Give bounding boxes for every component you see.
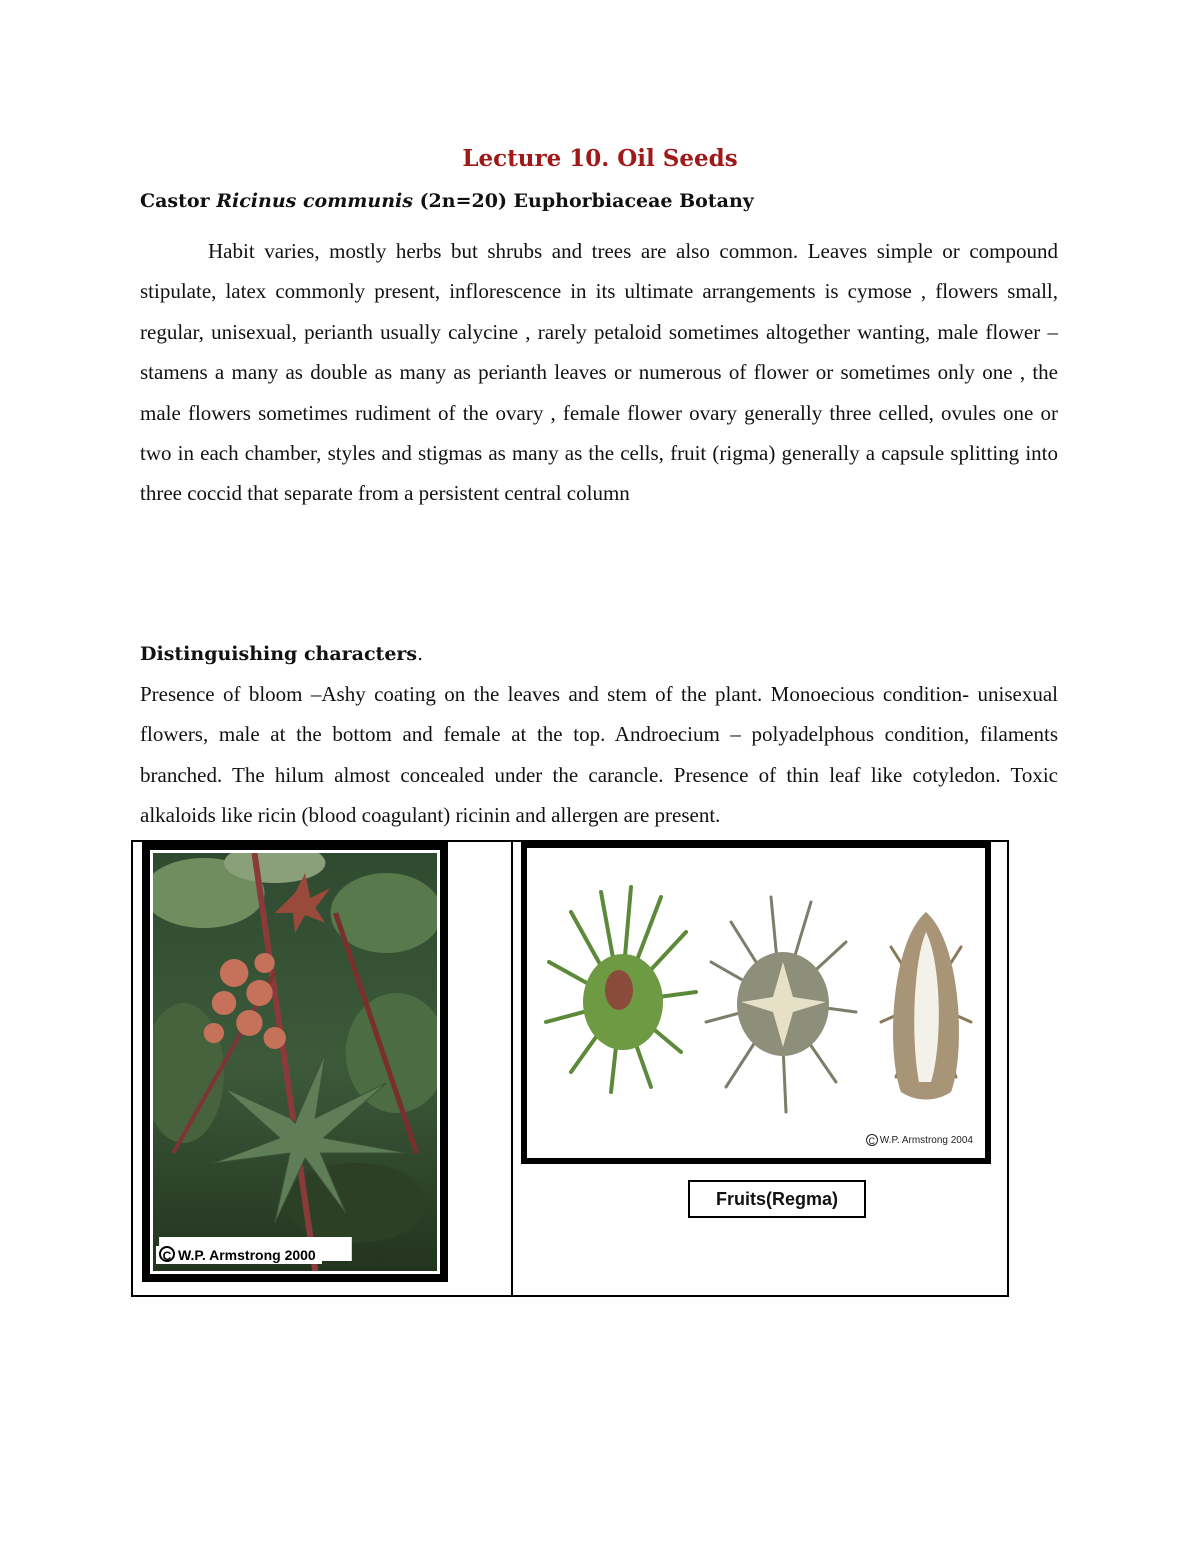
plant-photo-credit-text: W.P. Armstrong 2000 (178, 1247, 316, 1263)
distinguishing-heading (140, 639, 423, 669)
fruit-photo-credit-text: W.P. Armstrong 2004 (879, 1135, 973, 1146)
castor-plant-image (153, 853, 437, 1271)
species-name: Ricinus communis (216, 190, 413, 212)
plant-photo-credit (156, 1246, 322, 1264)
botany-paragraph: Habit varies, mostly herbs but shrubs and trees are also common. Leaves simple or compound stipulate, latex commonly present, inflorescence in its ultimate arrangements is cymose , flowers small, regular, unisexual, perianth usually calycine , rarely petaloid sometimes altogether wanting, male flower –stamens a many as double as many as perianth leaves or numerous of flower or sometimes only one , the male flowers sometimes rudiment of the ovary , female flower ovary generally three celled, ovules one or two in each chamber, styles and stigmas as many as the cells, fruit (rigma) generally a capsule splitting into three coccid that separate from a persistent central column (140, 239, 1058, 506)
subtitle-prefix: Castor (140, 190, 217, 212)
castor-plant-photo (142, 842, 448, 1282)
castor-fruit-photo (521, 842, 991, 1164)
castor-fruit-image (531, 852, 981, 1154)
figure-table-divider (511, 840, 513, 1297)
heading-period: . (417, 643, 424, 665)
castor-plant-photo-frame (150, 850, 440, 1274)
crop-subtitle (140, 186, 754, 216)
copyright-icon: C (159, 1246, 175, 1262)
copyright-icon: C (866, 1134, 878, 1146)
distinguishing-paragraph: Presence of bloom –Ashy coating on the leaves and stem of the plant. Monoecious condition- unisexual flowers, male at the bottom and female at the top. Androecium – polyadelphous condition, filaments branched. The hilum almost concealed under the carancle. Presence of thin leaf like cotyledon. Toxic alkaloids like ricin (blood coagulant) ricinin and allergen are present. (140, 682, 1058, 828)
fruit-caption: Fruits(Regma) (688, 1180, 866, 1218)
fruit-photo-credit (866, 1135, 973, 1146)
page-title: Lecture 10. Oil Seeds (462, 145, 738, 172)
distinguishing-heading-text: Distinguishing characters (140, 643, 418, 665)
subtitle-suffix: (2n=20) Euphorbiaceae Botany (412, 190, 754, 212)
